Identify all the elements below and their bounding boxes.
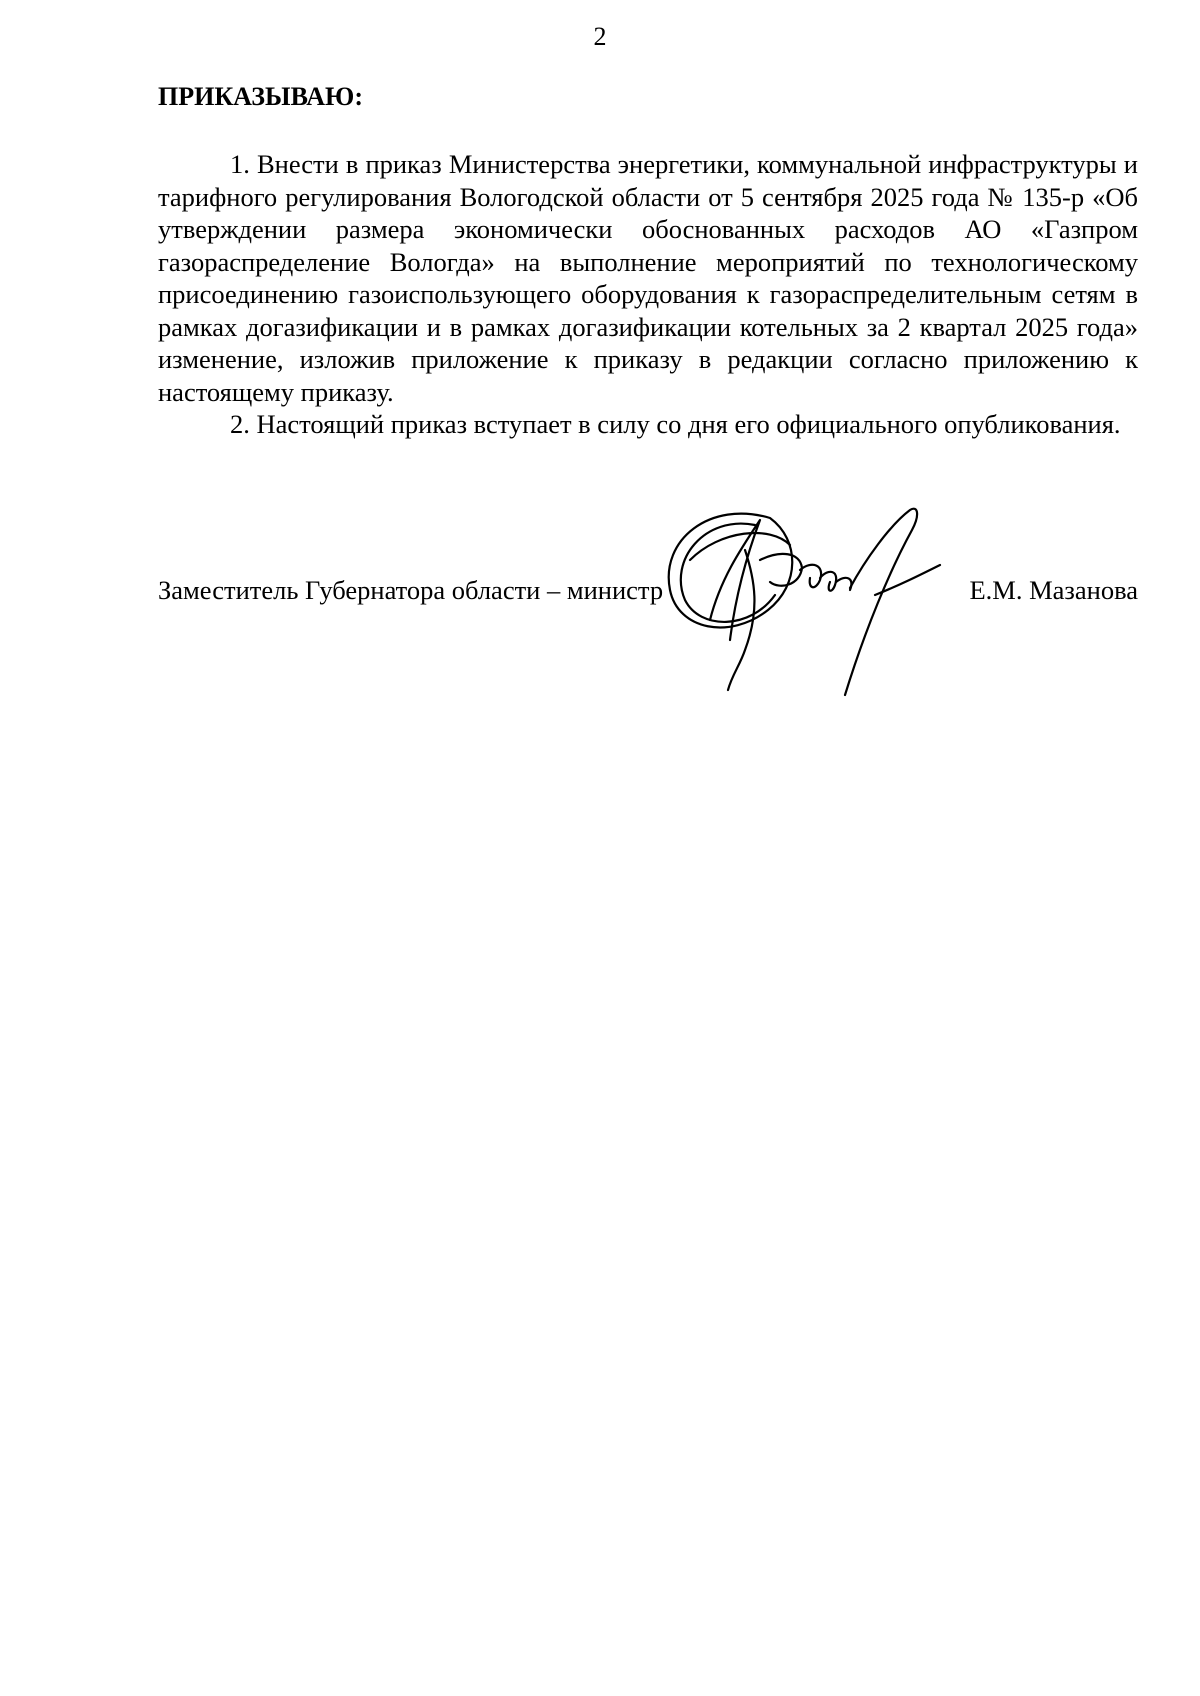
order-heading: ПРИКАЗЫВАЮ: bbox=[158, 82, 363, 111]
page-number: 2 bbox=[593, 22, 607, 51]
signer-position: Заместитель Губернатора области – министр bbox=[158, 575, 664, 605]
handwritten-signature bbox=[650, 490, 980, 700]
signer-name: Е.М. Мазанова bbox=[969, 575, 1138, 605]
order-clause-1: 1. Внести в приказ Министерства энергетики, коммунальной инфраструктуры и тарифного регулирования Вологодской области от 5 сентября 2025 года № 135-р «Об утверждении размера экономически обоснованных расходов АО «Газпром газораспределение Вологда» на выполнение мероприятий по технологическому присоединению газоиспользующего оборудования к газораспределительным сетям в рамках догазификации и в рамках догазификации котельных за 2 квартал 2025 года» изменение, изложив приложение к приказу в редакции согласно приложению к настоящему приказу. bbox=[158, 149, 1138, 407]
order-body bbox=[158, 148, 1138, 441]
order-clause-2: 2. Настоящий приказ вступает в силу со дня его официального опубликования. bbox=[230, 409, 1121, 439]
